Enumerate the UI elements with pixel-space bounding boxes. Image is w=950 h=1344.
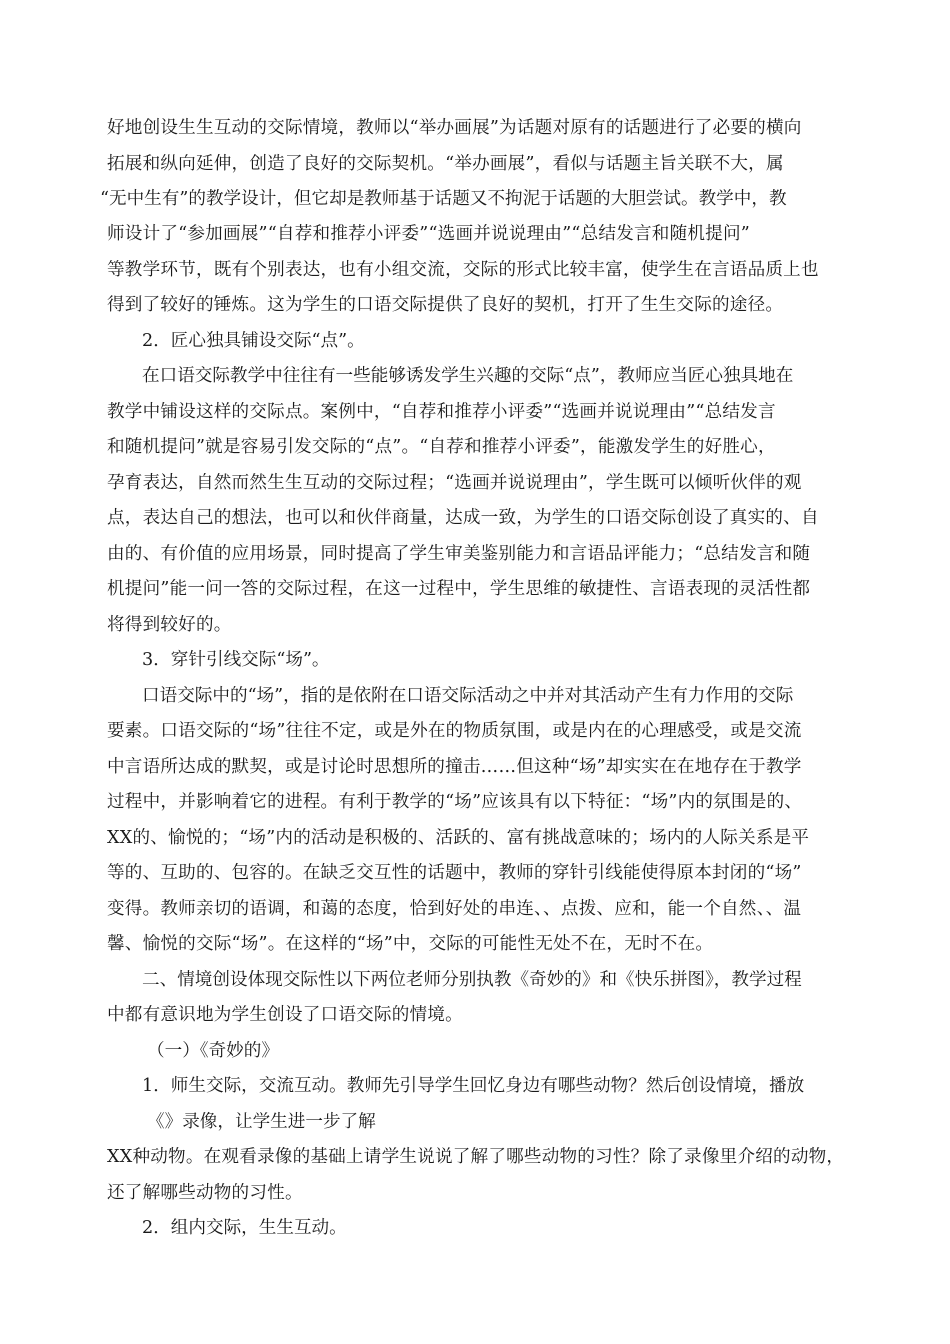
paragraph-line: 机提问”能一问一答的交际过程，在这一过程中，学生思维的敏捷性、言语表现的灵活性都 xyxy=(107,579,811,599)
section-heading: 2．匠心独具铺设交际“点”。 xyxy=(142,331,365,351)
paragraph-line: 还了解哪些动物的习性。 xyxy=(107,1183,303,1203)
paragraph-line: 1．师生交际，交流互动。教师先引导学生回忆身边有哪些动物？然后创设情境，播放 xyxy=(142,1076,805,1096)
paragraph-line: 二、情境创设体现交际性以下两位老师分别执教《奇妙的》和《快乐拼图》，教学过程 xyxy=(142,970,802,990)
paragraph-line: 师设计了“参加画展”“自荐和推荐小评委”“选画并说说理由”“总结发言和随机提问” xyxy=(107,224,750,244)
paragraph-line: 等的、互助的、包容的。在缺乏交互性的话题中，教师的穿针引线能使得原本封闭的“场” xyxy=(107,863,802,883)
paragraph-line: 孕育表达，自然而然生生互动的交际过程；“选画并说说理由”，学生既可以倾听伙伴的观 xyxy=(107,473,802,493)
paragraph-line: 点，表达自己的想法，也可以和伙伴商量，达成一致，为学生的口语交际创设了真实的、自 xyxy=(107,508,819,528)
paragraph-line: XX的、愉悦的；“场”内的活动是积极的、活跃的、富有挑战意味的；场内的人际关系是平 xyxy=(107,828,810,848)
paragraph-line: 《》录像，让学生进一步了解 xyxy=(147,1112,376,1132)
paragraph-line: 和随机提问”就是容易引发交际的“点”。“自荐和推荐小评委”，能激发学生的好胜心， xyxy=(107,437,776,457)
paragraph-line: 中都有意识地为学生创设了口语交际的情境。 xyxy=(107,1005,463,1025)
paragraph-line: 要素。口语交际的“场”往往不定，或是外在的物质氛围，或是内在的心理感受，或是交流 xyxy=(107,721,802,741)
paragraph-line: 口语交际中的“场”，指的是依附在口语交际活动之中并对其活动产生有力作用的交际 xyxy=(142,686,794,706)
paragraph-line: 拓展和纵向延伸，创造了良好的交际契机。“举办画展”，看似与话题主旨关联不大，属 xyxy=(107,154,784,174)
paragraph-line: 中言语所达成的默契，或是讨论时思想所的撞击……但这种“场”却实实在在地存在于教学 xyxy=(107,757,802,777)
paragraph-line: 由的、有价值的应用场景，同时提高了学生审美鉴别能力和言语品评能力；“总结发言和随 xyxy=(107,544,811,564)
paragraph-line: XX种动物。在观看录像的基础上请学生说说了解了哪些动物的习性？除了录像里介绍的动物， xyxy=(107,1147,845,1167)
paragraph-line: 等教学环节，既有个别表达，也有小组交流，交际的形式比较丰富，使学生在言语品质上也 xyxy=(107,260,819,280)
paragraph-line: “无中生有”的教学设计，但它却是教师基于话题又不拘泥于话题的大胆尝试。教学中，教 xyxy=(100,189,787,209)
paragraph-line: 变得。教师亲切的语调，和蔼的态度，恰到好处的串连、、点拨、应和，能一个自然、、温 xyxy=(107,899,802,919)
paragraph-line: 在口语交际教学中往往有一些能够诱发学生兴趣的交际“点”，教师应当匠心独具地在 xyxy=(142,366,794,386)
paragraph-line: 过程中，并影响着它的进程。有利于教学的“场”应该具有以下特征：“场”内的氛围是的、 xyxy=(107,792,803,812)
paragraph-line: 馨、愉悦的交际“场”。在这样的“场”中，交际的可能性无处不在，无时不在。 xyxy=(107,934,714,954)
paragraph-line: 教学中铺设这样的交际点。案例中，“自荐和推荐小评委”“选画并说说理由”“总结发言 xyxy=(107,402,776,422)
paragraph-line: 将得到较好的。 xyxy=(107,615,232,635)
paragraph-line: 得到了较好的锤炼。这为学生的口语交际提供了良好的契机，打开了生生交际的途径。 xyxy=(107,295,784,315)
subsection-heading: （一）《奇妙的》 xyxy=(147,1041,279,1061)
section-heading: 2．组内交际，生生互动。 xyxy=(142,1218,347,1238)
section-heading: 3．穿针引线交际“场”。 xyxy=(142,650,330,670)
paragraph-line: 好地创设生生互动的交际情境，教师以“举办画展”为话题对原有的话题进行了必要的横向 xyxy=(107,118,802,138)
